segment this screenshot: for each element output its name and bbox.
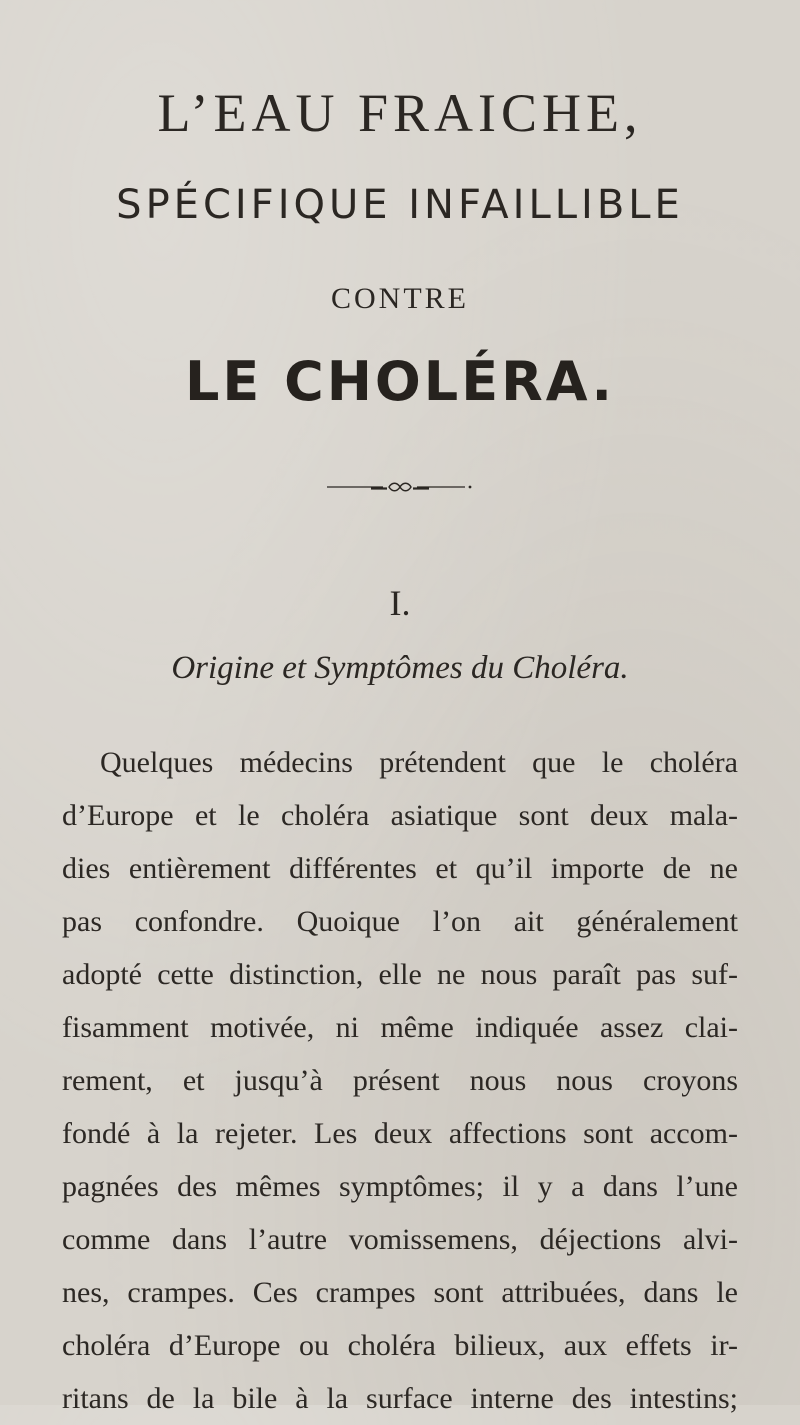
text-line: fisamment motivée, ni même indiquée assez clai- — [62, 1011, 738, 1044]
text-line: d’Europe et le choléra asiatique sont deux mala- — [62, 799, 738, 832]
text-line: fondé à la rejeter. Les deux affections sont accom- — [62, 1117, 738, 1150]
page-title: L’EAU FRAICHE, — [157, 83, 643, 143]
page-subtitle: SPÉCIFIQUE INFAILLIBLE — [116, 182, 684, 228]
title-cholera: LE CHOLÉRA. — [184, 350, 615, 413]
text-line: dies entièrement différentes et qu’il importe de ne — [62, 852, 738, 885]
section-number: I. — [389, 583, 411, 623]
text-line: comme dans l’autre vomissemens, déjections alvi- — [62, 1223, 738, 1256]
text-line: adopté cette distinction, elle ne nous paraît pas suf- — [62, 958, 738, 991]
ornamental-rule-icon — [325, 480, 475, 494]
text-line: Quelques médecins prétendent que le choléra — [100, 746, 738, 779]
title-contre: CONTRE — [331, 282, 469, 315]
body-paragraph — [62, 736, 738, 1425]
section-heading: Origine et Symptômes du Choléra. — [171, 650, 629, 686]
text-line: ritans de la bile à la surface interne des intestins; — [62, 1382, 738, 1415]
text-line: pas confondre. Quoique l’on ait généralement — [62, 905, 738, 938]
text-line: rement, et jusqu’à présent nous nous croyons — [62, 1064, 738, 1097]
text-line: pagnées des mêmes symptômes; il y a dans l’une — [62, 1170, 738, 1203]
text-line: nes, crampes. Ces crampes sont attribuées, dans le — [62, 1276, 738, 1309]
text-line: choléra d’Europe ou choléra bilieux, aux effets ir- — [62, 1329, 738, 1362]
